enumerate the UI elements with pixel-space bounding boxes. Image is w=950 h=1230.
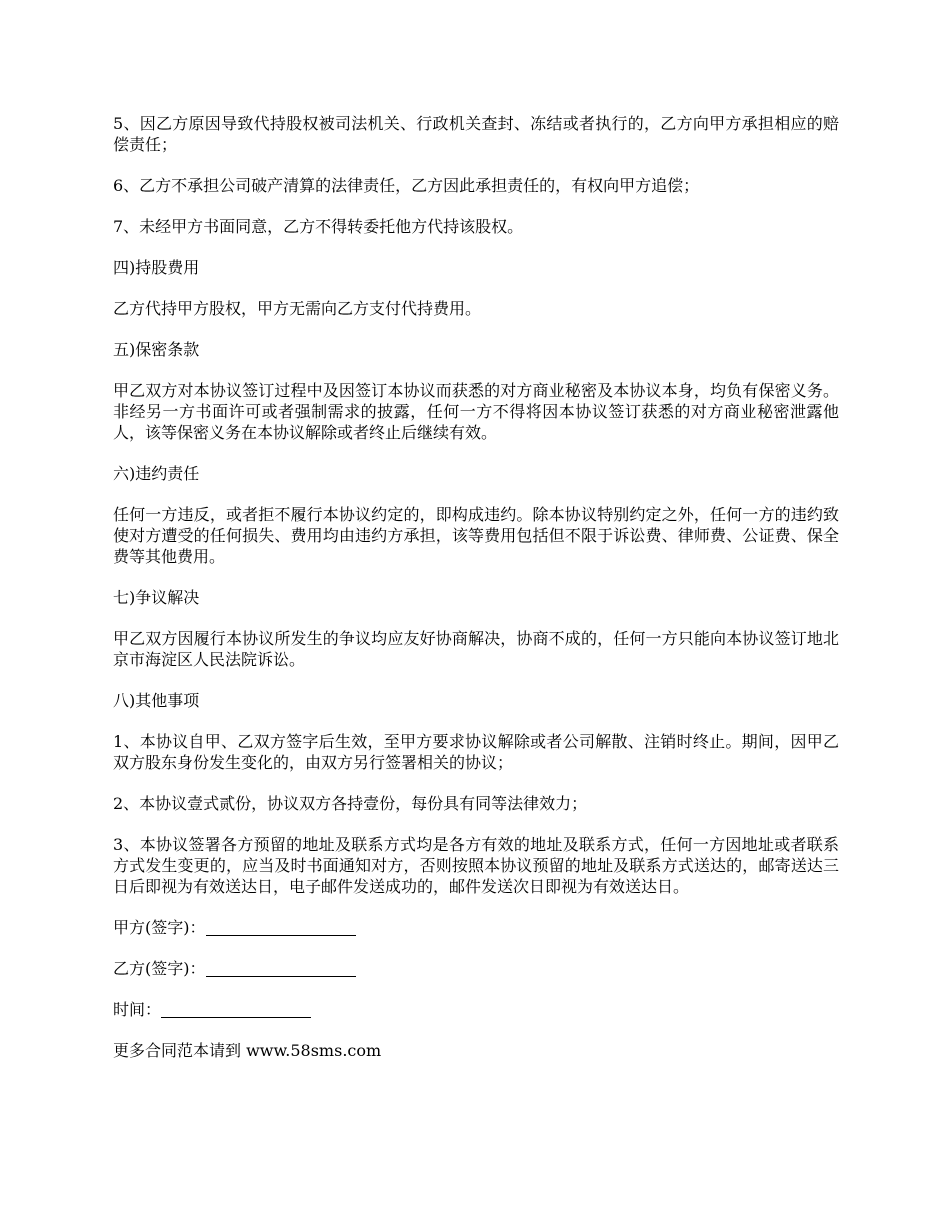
date-blank: [161, 1001, 311, 1018]
section-heading-misc: 八)其他事项: [113, 691, 200, 710]
section-heading-liability: 六)违约责任: [113, 464, 200, 483]
section-heading-fees: 四)持股费用: [113, 258, 200, 277]
section-heading-dispute: 七)争议解决: [113, 588, 200, 607]
dispute-paragraph: 甲乙双方因履行本协议所发生的争议均应友好协商解决，协商不成的，任何一方只能向本协议签订地北京市海淀区人民法院诉讼。: [113, 629, 839, 669]
misc-clause-2: 2、本协议壹式贰份，协议双方各持壹份，每份具有同等法律效力；: [113, 794, 588, 813]
section-heading-confidentiality: 五)保密条款: [113, 340, 200, 359]
misc-clause-1: 1、本协议自甲、乙双方签字后生效，至甲方要求协议解除或者公司解散、注销时终止。期间，因甲乙双方股东身份发生变化的，由双方另行签署相关的协议；: [113, 732, 839, 772]
date-line: [113, 999, 839, 1020]
party-b-label: 乙方(签字)：: [113, 959, 206, 978]
date-label: 时间：: [113, 1000, 162, 1019]
clause-6-bankruptcy: 6、乙方不承担公司破产清算的法律责任，乙方因此承担责任的，有权向甲方追偿；: [113, 176, 700, 195]
misc-clause-3: 3、本协议签署各方预留的地址及联系方式均是各方有效的地址及联系方式，任何一方因地址或者联系方式发生变更的，应当及时书面通知对方，否则按照本协议预留的地址及联系方式送达的，邮寄送达三日后即视为有效送达日，电子邮件发送成功的，邮件发送次日即视为有效送达日。: [113, 835, 839, 896]
party-a-signature-line: [113, 917, 839, 938]
party-a-signature-blank: [206, 919, 356, 936]
clause-7-no-delegation: 7、未经甲方书面同意，乙方不得转委托他方代持该股权。: [113, 217, 524, 236]
fees-paragraph: 乙方代持甲方股权，甲方无需向乙方支付代持费用。: [113, 299, 482, 318]
party-b-signature-blank: [206, 960, 356, 977]
party-b-signature-line: [113, 958, 839, 979]
footer-website-note: 更多合同范本请到 www.58sms.com: [113, 1041, 382, 1060]
document-body: [113, 113, 839, 1061]
liability-paragraph: 任何一方违反，或者拒不履行本协议约定的，即构成违约。除本协议特别约定之外，任何一方的违约致使对方遭受的任何损失、费用均由违约方承担，该等费用包括但不限于诉讼费、律师费、公证费、保全费等其他费用。: [113, 505, 839, 566]
party-a-label: 甲方(签字)：: [113, 918, 206, 937]
confidentiality-paragraph: 甲乙双方对本协议签订过程中及因签订本协议而获悉的对方商业秘密及本协议本身，均负有保密义务。非经另一方书面许可或者强制需求的披露，任何一方不得将因本协议签订获悉的对方商业秘密泄露他人，该等保密义务在本协议解除或者终止后继续有效。: [113, 381, 839, 442]
clause-5-compensation: 5、因乙方原因导致代持股权被司法机关、行政机关查封、冻结或者执行的，乙方向甲方承担相应的赔偿责任；: [113, 114, 839, 154]
